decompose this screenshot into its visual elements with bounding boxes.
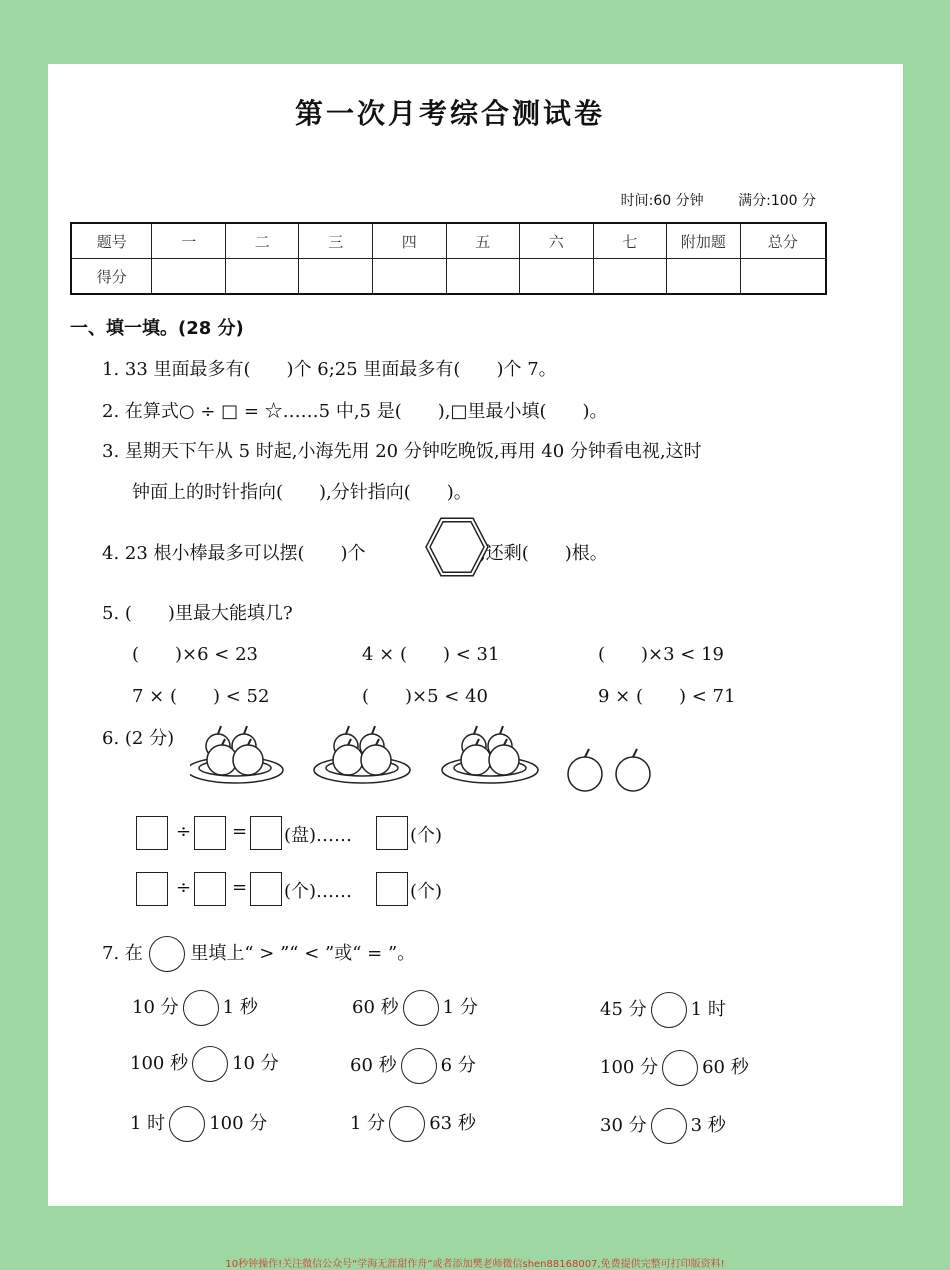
answer-box[interactable] [194, 872, 226, 906]
question-3-line-1: 3. 星期天下午从 5 时起,小海先用 20 分钟吃晚饭,再用 40 分钟看电视,这时 [102, 441, 702, 462]
compare-left: 100 分 [600, 1057, 659, 1078]
q5-inequality: 4 × ( ) < 31 [362, 644, 500, 665]
compare-right: 3 秒 [690, 1115, 726, 1136]
equals-sign: = [232, 821, 248, 842]
comparison-item [600, 1050, 749, 1086]
score-cell: 附加题 [667, 223, 741, 259]
question-3-line-2: 钟面上的时针指向( ),分针指向( )。 [132, 482, 472, 503]
answer-box[interactable] [136, 872, 168, 906]
score-cell: 五 [446, 223, 520, 259]
answer-circle[interactable] [192, 1046, 228, 1082]
answer-circle[interactable] [651, 992, 687, 1028]
score-input-cell[interactable] [373, 259, 447, 295]
score-cell: 七 [593, 223, 667, 259]
divide-sign: ÷ [176, 877, 192, 898]
score-cell: 一 [152, 223, 226, 259]
compare-right: 63 秒 [429, 1113, 476, 1134]
q5-inequality: ( )×6 < 23 [132, 644, 259, 665]
score-cell: 二 [225, 223, 299, 259]
answer-box[interactable] [376, 872, 408, 906]
question-2: 2. 在算式○ ÷ □ = ☆……5 中,5 是( ),□里最小填( )。 [102, 401, 608, 422]
compare-left: 1 时 [130, 1113, 166, 1134]
unit-label: (个) [410, 825, 443, 846]
comparison-item [350, 1106, 476, 1142]
answer-circle[interactable] [662, 1050, 698, 1086]
comparison-item [352, 990, 478, 1026]
score-input-cell[interactable] [152, 259, 226, 295]
score-input-cell[interactable] [520, 259, 594, 295]
compare-right: 100 分 [209, 1113, 268, 1134]
score-input-cell[interactable] [225, 259, 299, 295]
unit-label: (个)…… [284, 881, 353, 902]
time-limit: 时间:60 分钟 [620, 193, 704, 209]
compare-left: 100 秒 [130, 1053, 189, 1074]
answer-box[interactable] [136, 816, 168, 850]
q5-inequality: ( )×5 < 40 [362, 686, 489, 707]
score-cell: 四 [373, 223, 447, 259]
score-table-header-row [71, 223, 826, 259]
question-6: 6. (2 分) [102, 728, 175, 749]
question-5: 5. ( )里最大能填几? [102, 603, 293, 624]
comparison-item [132, 990, 258, 1026]
section-heading: 一、填一填。(28 分) [70, 318, 244, 339]
answer-circle[interactable] [401, 1048, 437, 1084]
answer-circle[interactable] [183, 990, 219, 1026]
question-4-start: 4. 23 根小棒最多可以摆( )个 [102, 543, 366, 564]
score-input-cell[interactable] [667, 259, 741, 295]
score-input-cell[interactable] [593, 259, 667, 295]
score-cell: 总分 [740, 223, 826, 259]
q7-suffix: 里填上“ > ”“ < ”或“ = ”。 [190, 943, 416, 964]
footer-promo-text: 10秒钟操作!关注微信公众号“学海无涯甜作舟”或者添加樊老师微信shen88168007,免费提供完整可打印版资料! [225, 1259, 725, 1270]
unit-label: (盘)…… [284, 825, 353, 846]
score-input-cell[interactable] [299, 259, 373, 295]
answer-box[interactable] [250, 872, 282, 906]
question-1: 1. 33 里面最多有( )个 6;25 里面最多有( )个 7。 [102, 359, 557, 380]
compare-left: 1 分 [350, 1113, 386, 1134]
answer-circle[interactable] [651, 1108, 687, 1144]
comparison-item [600, 992, 726, 1028]
equals-sign: = [232, 877, 248, 898]
score-cell: 三 [299, 223, 373, 259]
comparison-item [350, 1048, 476, 1084]
comparison-item [130, 1106, 267, 1142]
compare-left: 45 分 [600, 999, 647, 1020]
answer-box[interactable] [376, 816, 408, 850]
compare-left: 10 分 [132, 997, 179, 1018]
score-table [70, 222, 827, 295]
answer-circle[interactable] [169, 1106, 205, 1142]
compare-right: 1 分 [442, 997, 478, 1018]
circle-icon [149, 936, 185, 972]
apple-plates-illustration [190, 718, 660, 798]
score-input-cell[interactable] [740, 259, 826, 295]
score-table-score-row [71, 259, 826, 295]
q7-prefix: 7. 在 [102, 943, 143, 964]
compare-right: 1 秒 [222, 997, 258, 1018]
compare-right: 10 分 [232, 1053, 279, 1074]
full-score: 满分:100 分 [738, 193, 816, 209]
compare-right: 60 秒 [702, 1057, 749, 1078]
compare-left: 60 秒 [352, 997, 399, 1018]
answer-box[interactable] [194, 816, 226, 850]
answer-circle[interactable] [403, 990, 439, 1026]
q5-inequality: 9 × ( ) < 71 [598, 686, 736, 707]
exam-meta [621, 190, 816, 210]
score-cell: 题号 [71, 223, 152, 259]
q5-inequality: ( )×3 < 19 [598, 644, 725, 665]
question-4-end: ,还剩( )根。 [480, 543, 608, 564]
compare-left: 30 分 [600, 1115, 647, 1136]
answer-circle[interactable] [389, 1106, 425, 1142]
score-cell: 六 [520, 223, 594, 259]
question-7 [102, 936, 415, 972]
answer-box[interactable] [250, 816, 282, 850]
page-title: 第一次月考综合测试卷 [294, 97, 605, 130]
score-input-cell[interactable] [446, 259, 520, 295]
compare-right: 6 分 [440, 1055, 476, 1076]
score-row-label: 得分 [71, 259, 152, 295]
q5-inequality: 7 × ( ) < 52 [132, 686, 270, 707]
unit-label: (个) [410, 881, 443, 902]
comparison-item [130, 1046, 279, 1082]
compare-left: 60 秒 [350, 1055, 397, 1076]
divide-sign: ÷ [176, 821, 192, 842]
compare-right: 1 时 [690, 999, 726, 1020]
comparison-item [600, 1108, 726, 1144]
